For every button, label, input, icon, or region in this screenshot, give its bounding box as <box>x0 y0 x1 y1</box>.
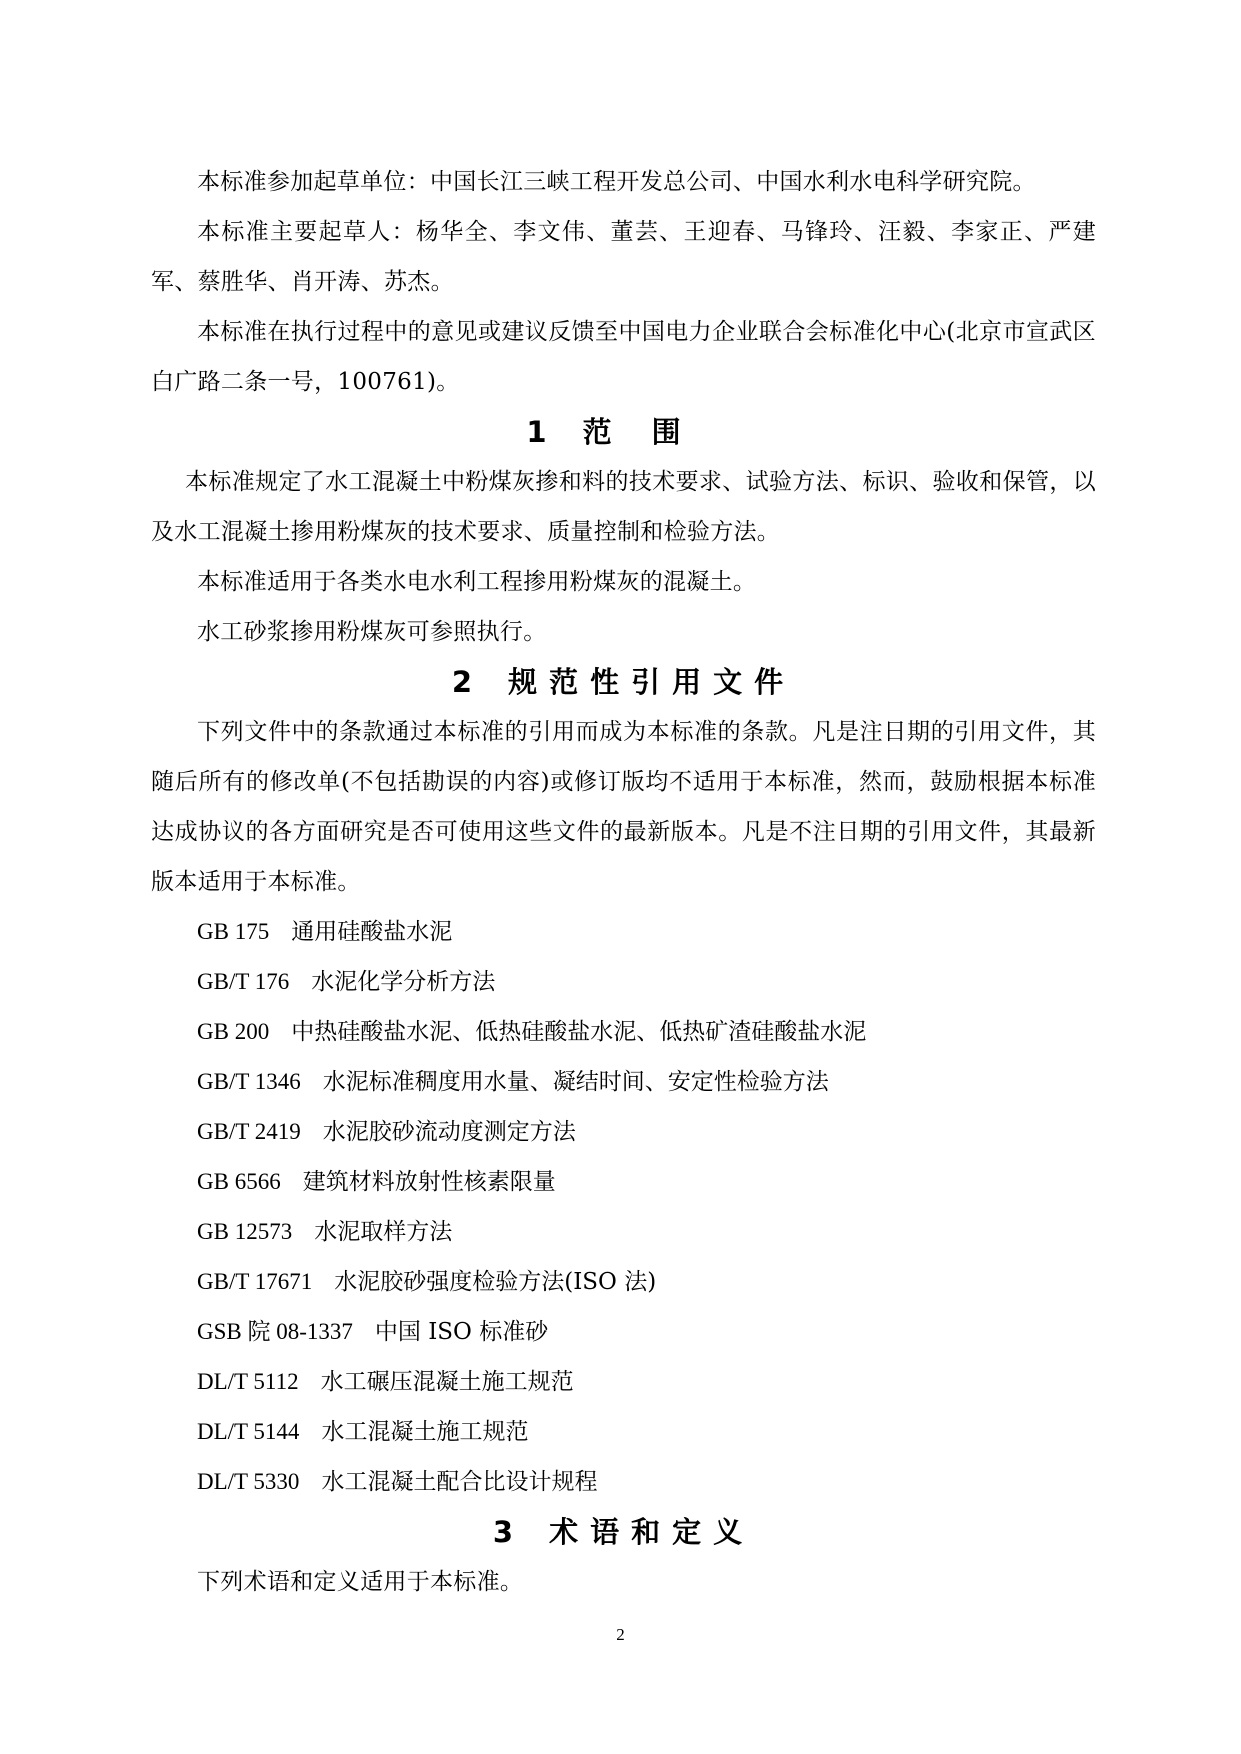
reference-list <box>151 907 1096 1507</box>
section-1-heading <box>151 407 1096 457</box>
main-drafters-paragraph: 本标准主要起草人：杨华全、李文伟、董芸、王迎春、马锋玲、汪毅、李家正、严建军、蔡胜华、肖开涛、苏杰。 <box>151 219 1096 295</box>
scope-paragraph: 本标准规定了水工混凝土中粉煤灰掺和料的技术要求、试验方法、标识、验收和保管，以及水工混凝土掺用粉煤灰的技术要求、质量控制和检验方法。 <box>151 469 1096 545</box>
section-2-title: 规范性引用文件 <box>508 665 796 699</box>
reference-item <box>151 1007 1096 1057</box>
reference-code: DL/T 5112 <box>197 1369 299 1394</box>
reference-title: 水泥标准稠度用水量、凝结时间、安定性检验方法 <box>322 1069 829 1095</box>
reference-item <box>151 907 1096 957</box>
reference-title: 水工混凝土配合比设计规程 <box>321 1469 598 1495</box>
reference-code: DL/T 5144 <box>197 1419 300 1444</box>
reference-item <box>151 1307 1096 1357</box>
reference-item <box>151 1357 1096 1407</box>
reference-code: GB/T 17671 <box>197 1269 313 1294</box>
page-number: 2 <box>616 1625 625 1644</box>
document-body <box>151 157 1096 1607</box>
section-2-heading <box>151 657 1096 707</box>
section-1-title: 范围 <box>582 415 721 449</box>
reference-title: 中国 ISO 标准砂 <box>374 1319 549 1345</box>
section-2-number: 2 <box>451 665 473 699</box>
reference-code: GB/T 176 <box>197 969 290 994</box>
reference-title: 水泥胶砂强度检验方法(ISO 法) <box>334 1269 657 1295</box>
reference-item <box>151 1157 1096 1207</box>
reference-title: 水工碾压混凝土施工规范 <box>320 1369 574 1395</box>
reference-title: 水泥化学分析方法 <box>311 969 496 995</box>
scope-mortar-paragraph: 水工砂浆掺用粉煤灰可参照执行。 <box>197 619 547 645</box>
reference-title: 水泥胶砂流动度测定方法 <box>322 1119 576 1145</box>
reference-code: DL/T 5330 <box>197 1469 300 1494</box>
reference-code: GB 6566 <box>197 1169 281 1194</box>
reference-item <box>151 1407 1096 1457</box>
reference-code: GB 200 <box>197 1019 270 1044</box>
reference-code: GB 12573 <box>197 1219 293 1244</box>
reference-code: GB 175 <box>197 919 270 944</box>
reference-title: 建筑材料放射性核素限量 <box>302 1169 556 1195</box>
reference-title: 水泥取样方法 <box>314 1219 453 1245</box>
reference-item <box>151 1207 1096 1257</box>
normative-references-intro: 下列文件中的条款通过本标准的引用而成为本标准的条款。凡是注日期的引用文件，其随后所有的修改单(不包括勘误的内容)或修订版均不适用于本标准，然而，鼓励根据本标准达成协议的各方面研究是否可使用这些文件的最新版本。凡是不注日期的引用文件，其最新版本适用于本标准。 <box>151 719 1096 895</box>
feedback-paragraph: 本标准在执行过程中的意见或建议反馈至中国电力企业联合会标准化中心(北京市宣武区白广路二条一号，100761)。 <box>151 319 1096 395</box>
reference-item <box>151 1107 1096 1157</box>
terms-intro-paragraph: 下列术语和定义适用于本标准。 <box>197 1569 524 1595</box>
reference-title: 水工混凝土施工规范 <box>321 1419 529 1445</box>
section-1-number: 1 <box>526 415 547 449</box>
reference-item <box>151 1257 1096 1307</box>
reference-code: GB/T 1346 <box>197 1069 301 1094</box>
section-3-heading <box>151 1507 1096 1557</box>
section-3-number: 3 <box>492 1515 514 1549</box>
reference-item <box>151 1457 1096 1507</box>
section-3-title: 术语和定义 <box>549 1515 755 1549</box>
reference-title: 中热硅酸盐水泥、低热硅酸盐水泥、低热矿渣硅酸盐水泥 <box>291 1019 867 1045</box>
reference-code: GSB 院 08-1337 <box>197 1319 353 1344</box>
reference-code: GB/T 2419 <box>197 1119 301 1144</box>
reference-title: 通用硅酸盐水泥 <box>291 919 453 945</box>
participating-units-paragraph: 本标准参加起草单位：中国长江三峡工程开发总公司、中国水利水电科学研究院。 <box>197 169 1036 195</box>
reference-item <box>151 957 1096 1007</box>
scope-applicability-paragraph: 本标准适用于各类水电水利工程掺用粉煤灰的混凝土。 <box>197 569 757 595</box>
reference-item <box>151 1057 1096 1107</box>
